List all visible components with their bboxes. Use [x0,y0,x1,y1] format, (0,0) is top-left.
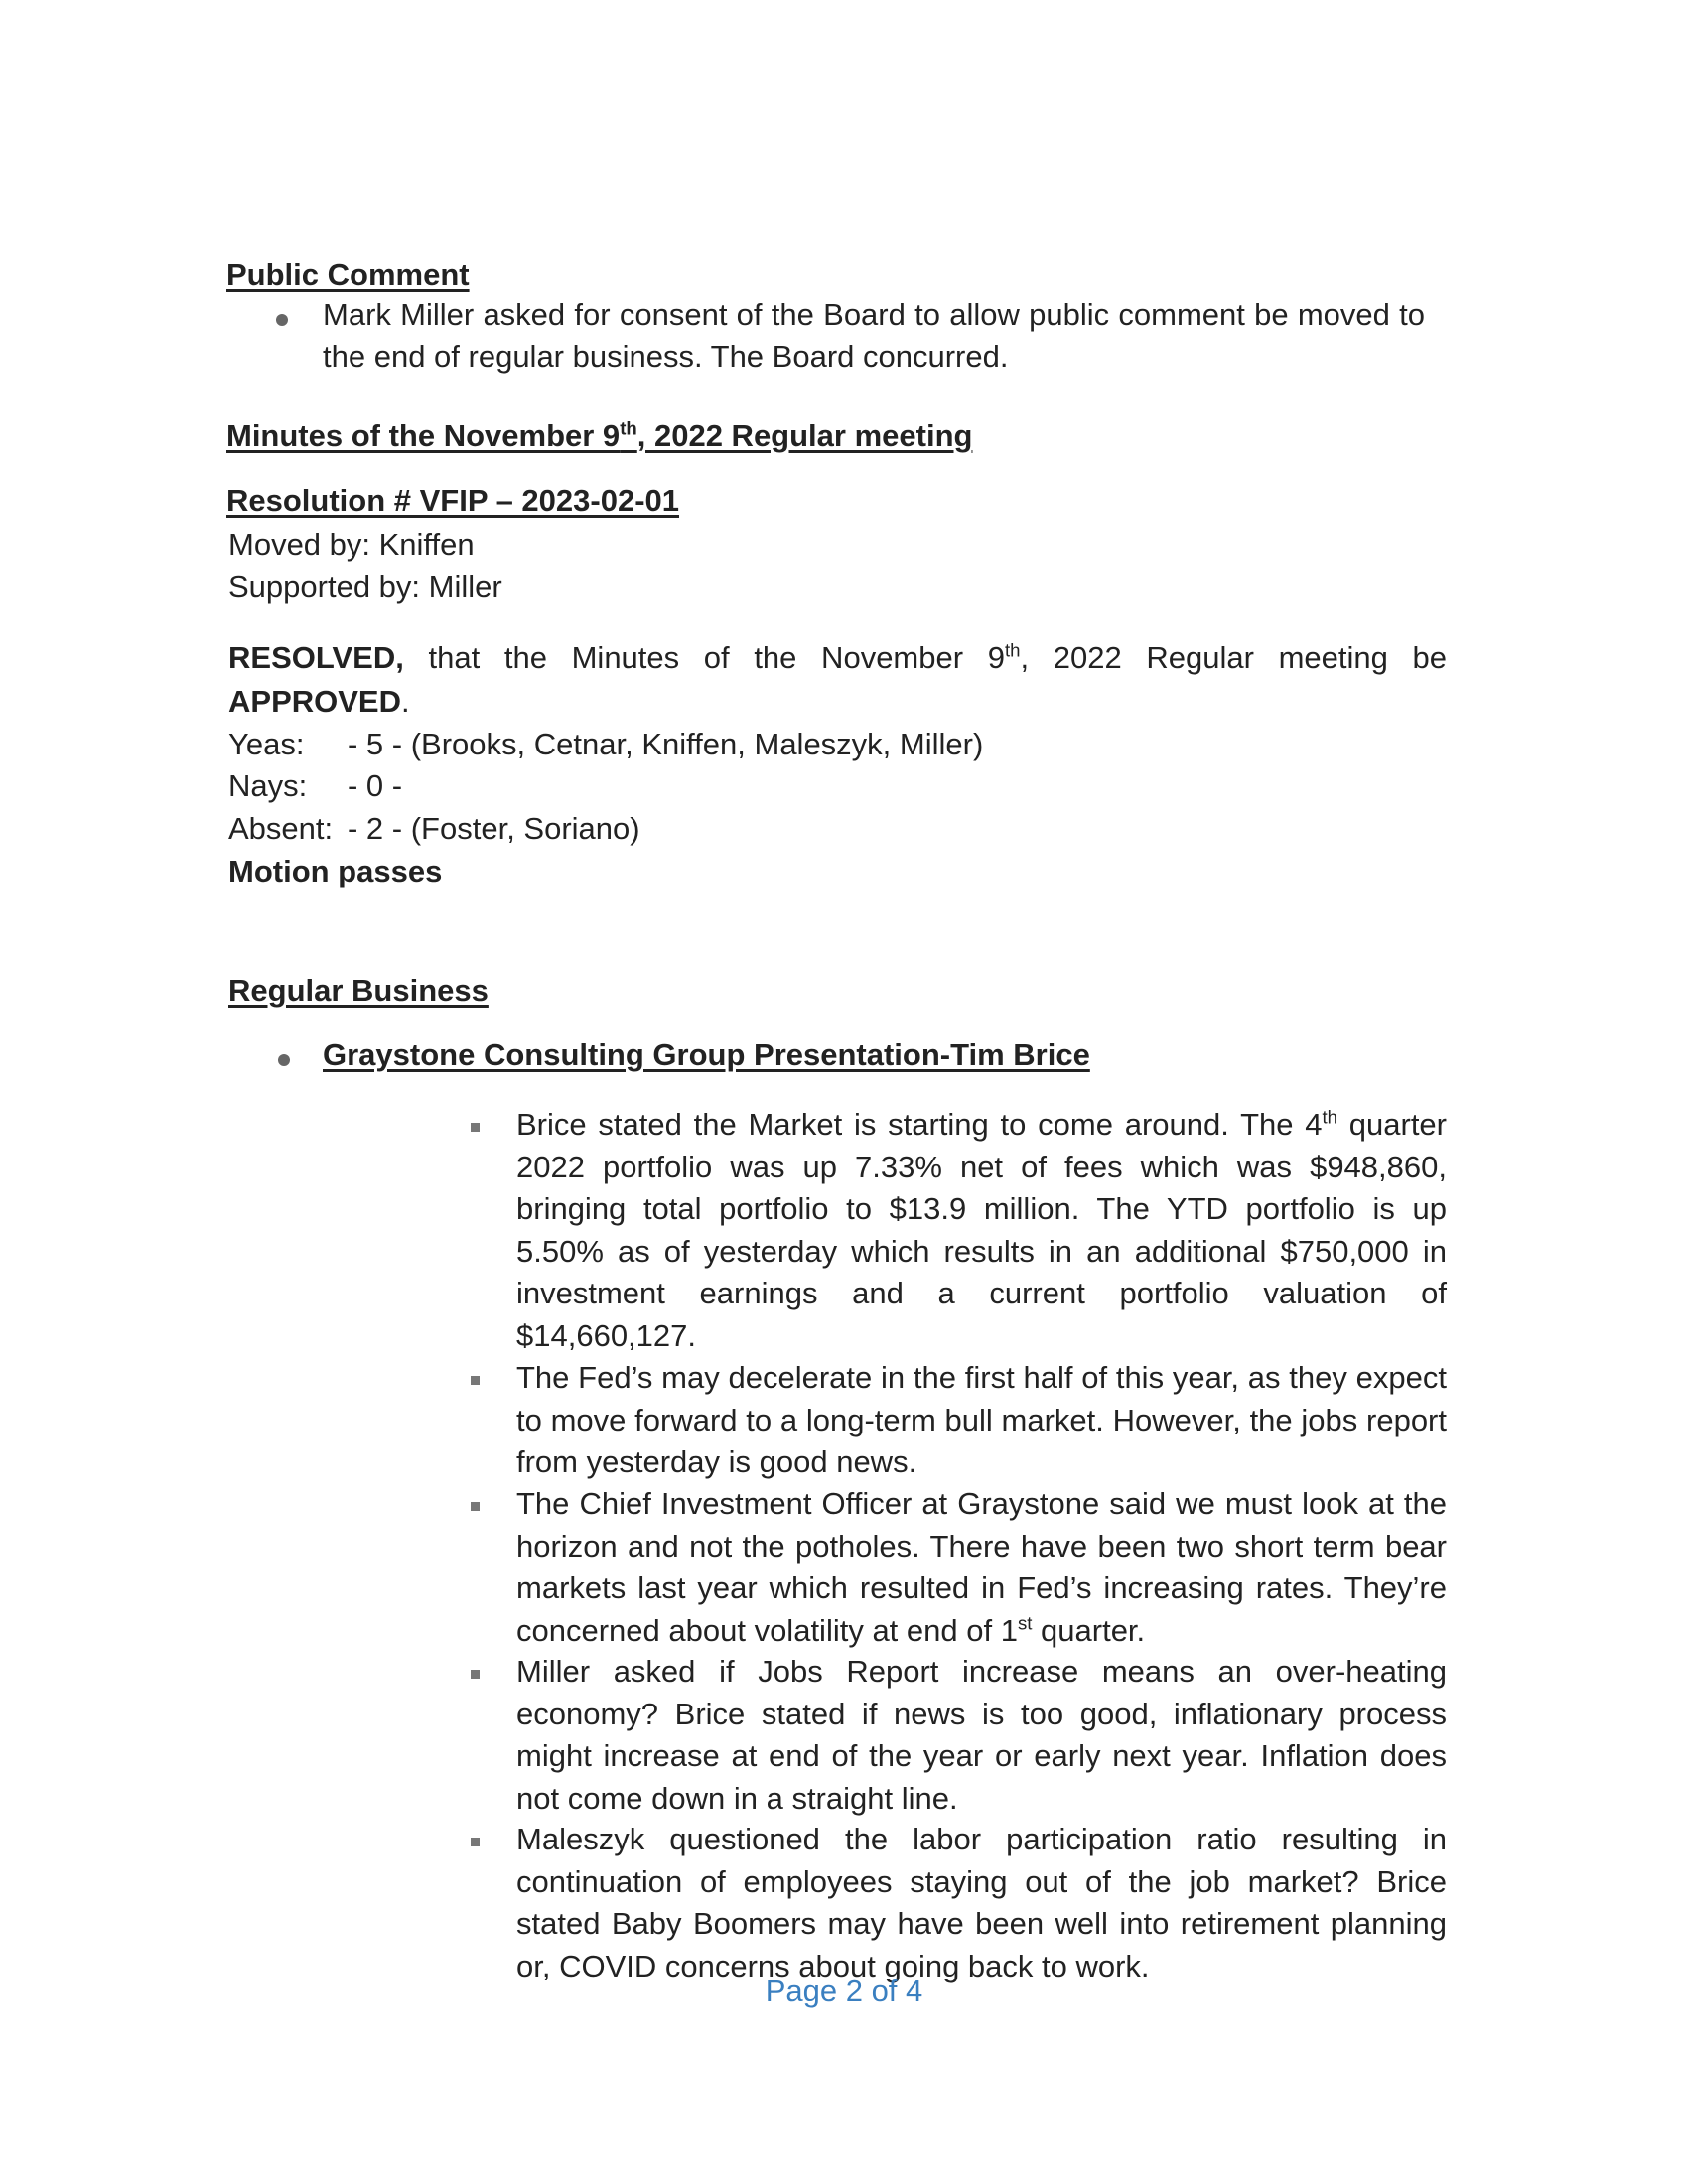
square-bullet [471,1123,480,1132]
supported-by: Supported by: Miller [228,569,502,604]
vote-nays: Nays: - 0 - [228,768,403,803]
point-cio: The Chief Investment Officer at Graystone said we must look at the horizon and not the potholes. There have been two short term bear markets last year which resulted in Fed’s increasing rates. They’re concerned about volatility at end of 1st quarter. [516,1486,1447,1648]
point-fed: The Fed’s may decelerate in the first half of this year, as they expect to move forward to a long-term bull market. However, the jobs report from yesterday is good news. [516,1360,1447,1479]
vote-yeas: Yeas: - 5 - (Brooks, Cetnar, Kniffen, Maleszyk, Miller) [228,727,984,761]
bullet-dot [276,314,288,326]
square-bullet [471,1838,480,1846]
point-portfolio: Brice stated the Market is starting to come around. The 4th quarter 2022 portfolio was up 7.33% net of fees which was $948,860, bringing total portfolio to $13.9 million. The YTD portfolio is up 5.50% as of yesterday which results in an additional $750,000 in investment earnings and a current portfolio valuation of $14,660,127. [516,1106,1448,1353]
public-comment-heading: Public Comment [226,257,470,292]
square-bullet [471,1670,480,1679]
point-labor: Maleszyk questioned the labor participation ratio resulting in continuation of employees staying out of the job market? Brice stated Baby Boomers may have been well into retirement planning or, COVID concerns about going back to work. [516,1822,1447,1983]
page-number: Page 2 of 4 [765,1974,923,2008]
point-jobs-report: Miller asked if Jobs Report increase means an over-heating economy? Brice stated if news is too good, inflationary process might increase at end of the year or early next year. Inflation does not come down in a straight line. [516,1654,1447,1816]
resolution-heading: Resolution # VFIP – 2023-02-01 [226,483,680,518]
square-bullet [471,1502,480,1511]
square-bullet [471,1376,480,1385]
motion-result: Motion passes [228,854,443,888]
bullet-dot [278,1054,290,1066]
regular-business-heading: Regular Business [228,973,489,1008]
graystone-item-heading: Graystone Consulting Group Presentation-Tim Brice [323,1037,1090,1072]
public-comment-bullet: Mark Miller asked for consent of the Board to allow public comment be moved to the end of regular business. The Board concurred. [323,297,1425,374]
approved-line: APPROVED. [228,684,410,719]
resolved-text: RESOLVED, that the Minutes of the November 9th, 2022 Regular meeting be [228,639,1448,675]
moved-by: Moved by: Kniffen [228,527,475,562]
vote-absent: Absent: - 2 - (Foster, Soriano) [228,811,640,846]
minutes-heading: Minutes of the November 9th, 2022 Regular meeting [226,417,973,453]
